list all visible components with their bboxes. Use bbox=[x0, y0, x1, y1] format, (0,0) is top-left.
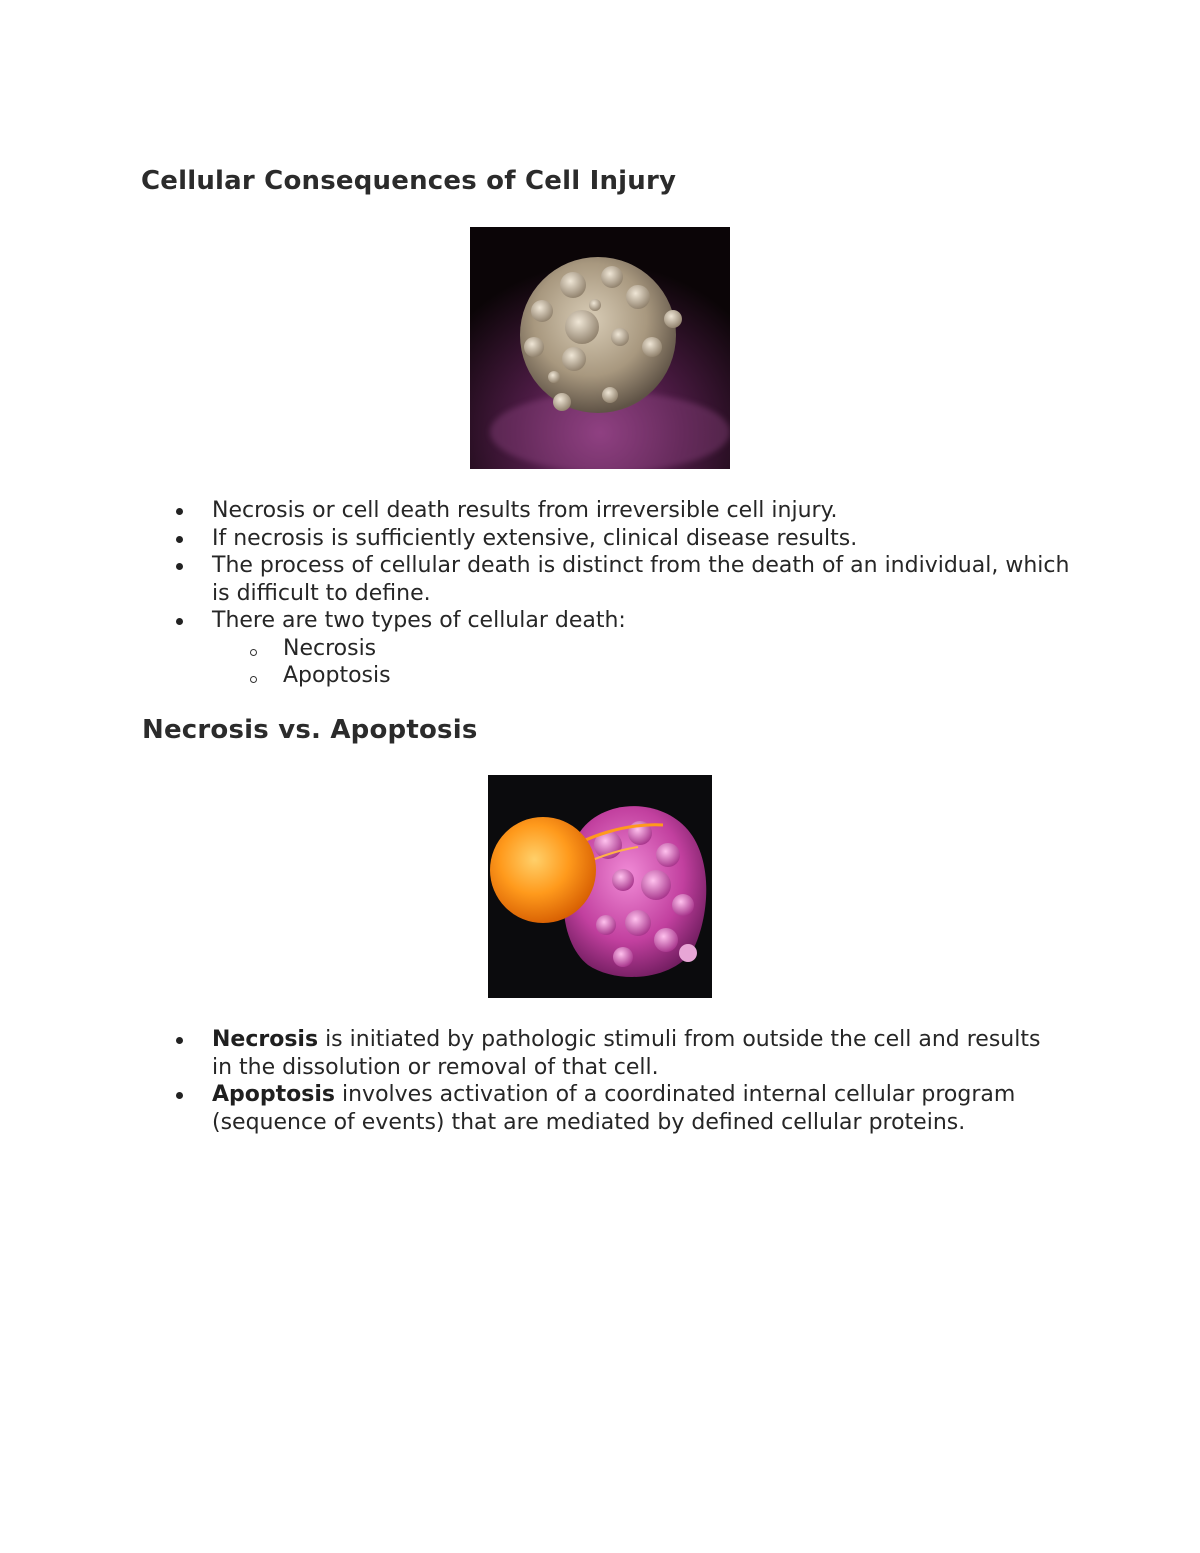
bullet-icon bbox=[176, 508, 183, 515]
circle-bullet-icon bbox=[250, 649, 257, 656]
bullet-icon bbox=[176, 563, 183, 570]
necrosis-apoptosis-image bbox=[488, 775, 712, 998]
bullet-icon bbox=[176, 618, 183, 625]
sub-list-item: Apoptosis bbox=[212, 662, 1072, 690]
section-heading-cell-injury: Cellular Consequences of Cell Injury bbox=[141, 166, 677, 196]
list-item: If necrosis is sufficiently extensive, clinical disease results. bbox=[172, 525, 1072, 553]
cell-death-types-list bbox=[212, 635, 1072, 690]
list-item: Necrosis is initiated by pathologic stimuli from outside the cell and results in the dissolution or removal of that cell. bbox=[172, 1026, 1052, 1081]
cell-injury-bullets bbox=[172, 497, 1072, 690]
circle-bullet-icon bbox=[250, 676, 257, 683]
cell-injury-image bbox=[470, 227, 730, 469]
bullet-icon bbox=[176, 536, 183, 543]
necrosis-apoptosis-bullets bbox=[172, 1026, 1052, 1136]
sub-list-item: Necrosis bbox=[212, 635, 1072, 663]
bullet-icon bbox=[176, 1092, 183, 1099]
section-heading-necrosis-vs-apoptosis: Necrosis vs. Apoptosis bbox=[142, 715, 478, 745]
list-item: Apoptosis involves activation of a coordinated internal cellular program (sequence of events) that are mediated by defined cellular proteins. bbox=[172, 1081, 1052, 1136]
list-item: Necrosis or cell death results from irreversible cell injury. bbox=[172, 497, 1072, 525]
bullet-icon bbox=[176, 1037, 183, 1044]
list-item: The process of cellular death is distinct from the death of an individual, which is difficult to define. bbox=[172, 552, 1072, 607]
list-item: There are two types of cellular death: Necrosis Apoptosis bbox=[172, 607, 1072, 690]
